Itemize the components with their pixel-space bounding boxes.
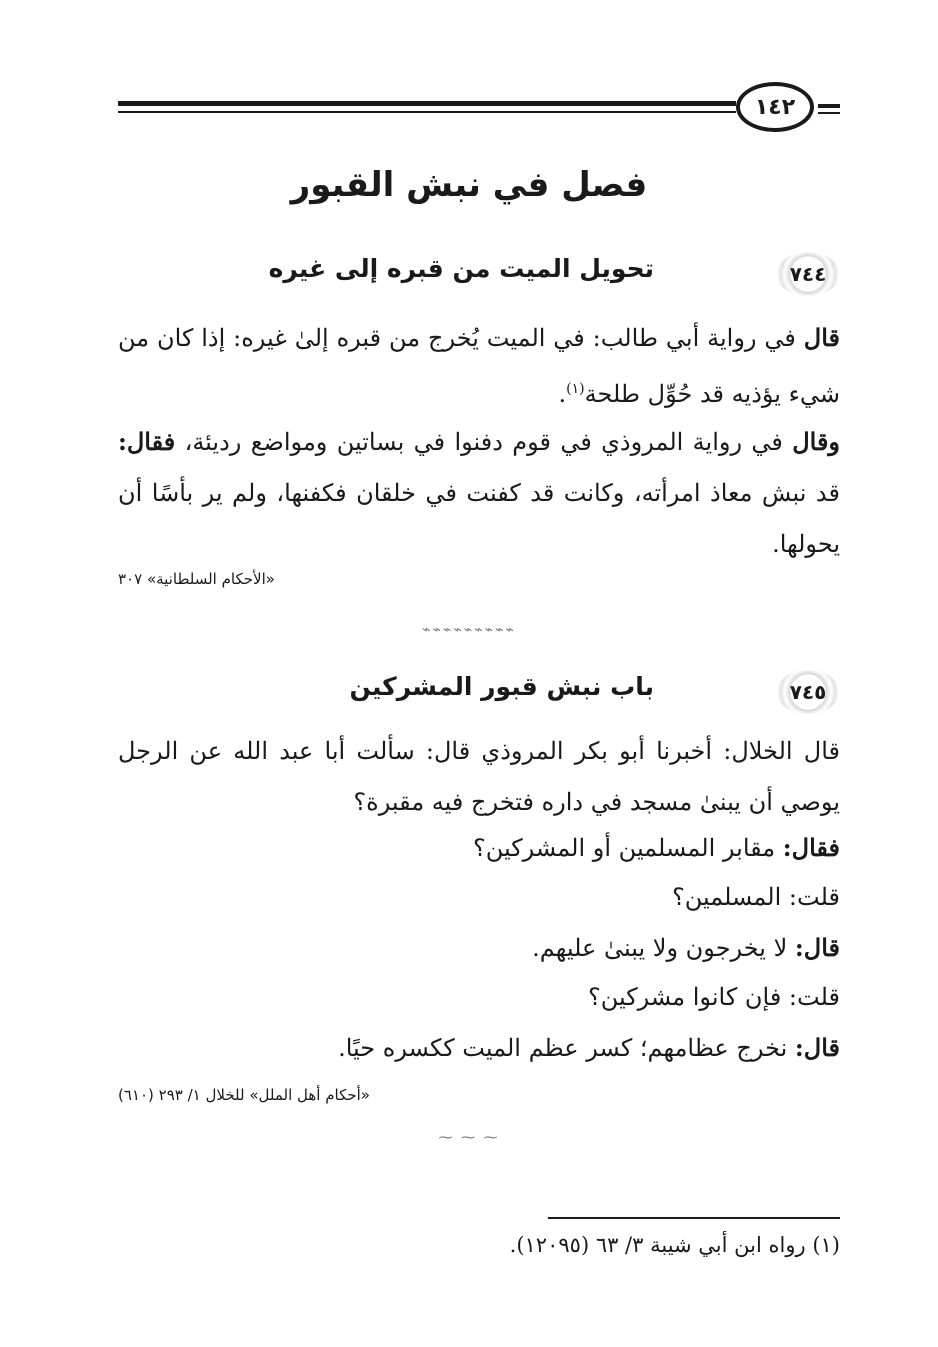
paragraph-text: في رواية المروذي في قوم دفنوا في بساتين ومواضع رديئة،	[175, 428, 793, 456]
keyword: قال:	[794, 1033, 840, 1062]
ornament-divider: ⌁⌁⌁⌁⌁⌁⌁⌁⌁	[422, 622, 516, 638]
section-744-heading	[118, 252, 840, 302]
dialogue-line	[338, 1033, 840, 1062]
source-title: «أحكام أهل الملل» للخلال	[205, 1086, 370, 1104]
line-text: المسلمين؟	[671, 883, 789, 911]
paragraph-2	[118, 416, 840, 570]
source-citation	[118, 570, 840, 588]
keyword: فقال:	[782, 833, 840, 862]
section-number-badge: ٧٤٤	[776, 252, 840, 296]
source-citation	[118, 1086, 840, 1104]
line-text: لا يخرجون ولا يبنىٰ عليهم.	[532, 934, 795, 962]
footnote-ref[interactable]: (١)	[566, 381, 585, 397]
source-page: ١/ ٢٩٣ (٦١٠)	[118, 1086, 201, 1104]
chapter-title: فصل في نبش القبور	[290, 165, 648, 205]
keyword: قلت:	[788, 983, 840, 1011]
ornament-divider: ⁓ ⁓ ⁓	[438, 1130, 500, 1146]
line-text: فإن كانوا مشركين؟	[587, 983, 789, 1011]
keyword: وقال	[792, 427, 841, 456]
line-text: نخرج عظامهم؛ كسر عظم الميت ككسره حيًا.	[338, 1034, 795, 1062]
section-title: تحويل الميت من قبره إلى غيره	[268, 254, 654, 283]
dialogue-line	[672, 883, 840, 911]
page-number: ١٤٢	[736, 82, 814, 132]
paragraph-text: في رواية أبي طالب: في الميت يُخرج من قبره إلىٰ غيره: إذا كان من شيء يؤذيه قد حُوِّل طلحة	[118, 324, 840, 408]
source-title: «الأحكام السلطانية»	[146, 570, 275, 588]
header-rule-right-thin	[818, 112, 840, 114]
line-text: مقابر المسلمين أو المشركين؟	[472, 834, 783, 862]
section-number-badge: ٧٤٥	[776, 670, 840, 714]
dialogue-line	[473, 833, 840, 862]
footnote-marker: (١)	[812, 1233, 840, 1257]
header-rule-right	[818, 104, 840, 108]
footnote-text: رواه ابن أبي شيبة ٣/ ٦٣ (١٢٠٩٥).	[509, 1233, 806, 1257]
paragraph-1	[118, 312, 840, 420]
header-rule-thin	[118, 111, 736, 113]
keyword: قال:	[794, 933, 840, 962]
keyword: فقال:	[118, 427, 176, 456]
section-745-heading	[118, 670, 840, 720]
section-title: باب نبش قبور المشركين	[349, 672, 654, 701]
source-page: ٣٠٧	[118, 570, 143, 588]
footnote	[510, 1233, 840, 1257]
header-rule	[118, 101, 736, 106]
keyword: قال	[803, 323, 840, 352]
dialogue-line	[588, 983, 840, 1011]
paragraph-intro: قال الخلال: أخبرنا أبو بكر المروذي قال: سألت أبا عبد الله عن الرجل يوصي أن يبنىٰ مسجد في داره فتخرج فيه مقبرة؟	[118, 737, 840, 816]
paragraph-end: .	[558, 380, 567, 408]
paragraph-text: قد نبش معاذ امرأته، وكانت قد كفنت في خلقان فكفنها، ولم ير بأسًا أن يحولها.	[118, 479, 840, 558]
footnote-rule	[548, 1217, 840, 1219]
dialogue-line	[532, 933, 840, 962]
keyword: قلت:	[788, 883, 840, 911]
